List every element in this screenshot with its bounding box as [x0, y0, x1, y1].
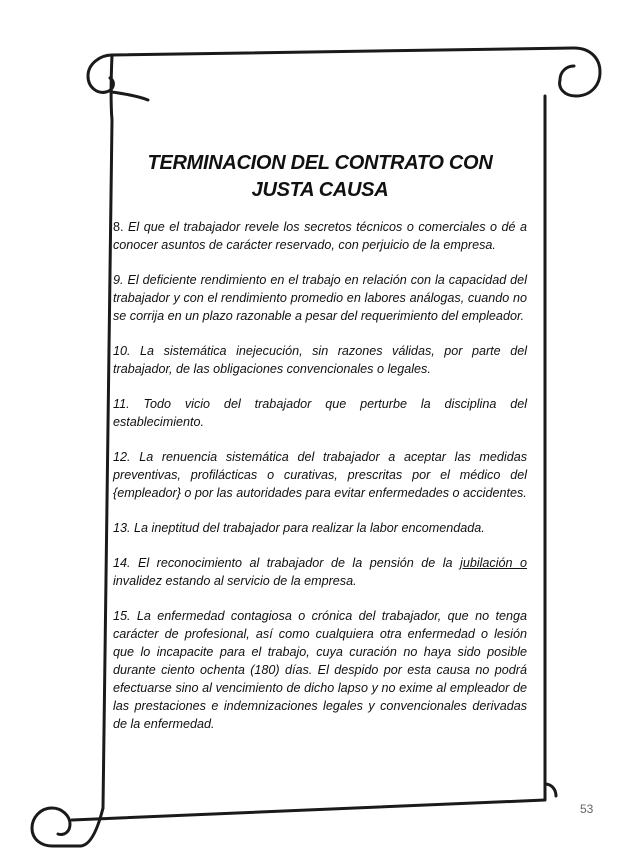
title-line-1: TERMINACION DEL CONTRATO CON: [147, 152, 493, 174]
scroll-bottom-inner: [52, 808, 70, 835]
clause-9: 9. El deficiente rendimiento en el trabajo en relación con la capacidad del trabajador y con el rendimiento promedio en labores análogas, cuando no se corrija en un plazo razonable a pesar del requerimiento del empleador.: [113, 273, 527, 323]
scroll-top-band: [112, 48, 600, 96]
scroll-bottom-roll: [80, 808, 103, 846]
clause-8: 8. El que el trabajador revele los secretos técnicos o comerciales o dé a conocer asuntos de carácter reservado, con perjuicio de la empresa.: [113, 220, 527, 252]
page-number: 53: [580, 802, 594, 816]
scroll-top-lower: [112, 92, 148, 100]
clause-13: 13. La ineptitud del trabajador para realizar la labor encomendada.: [113, 521, 485, 535]
clause-15: 15. La enfermedad contagiosa o crónica del trabajador, que no tenga carácter de profesional, así como cualquiera otra enfermedad o lesión que lo incapacite para el trabajo, cuya curación no haya sido posible durante ciento ochenta (180) días. El despido por esta causa no podrá efectuarse sino al vencimiento de dicho lapso y no exime al empleador de las prestaciones e indemnizaciones legales y convencionales derivadas de la enfermedad.: [113, 609, 527, 731]
scroll-bottom-edge: [72, 784, 545, 820]
scroll-left-edge: [103, 55, 112, 808]
title-line-2: JUSTA CAUSA: [251, 179, 389, 201]
clause-10: 10. La sistemática inejecución, sin razones válidas, por parte del trabajador, de las obligaciones convencionales o legales.: [113, 344, 527, 376]
document-body: [113, 150, 527, 750]
scroll-bottom-band: [32, 808, 80, 846]
page-title: [113, 150, 527, 204]
clause-14: 14. El reconocimiento al trabajador de la pensión de la jubilación o invalidez estando al servicio de la empresa.: [113, 556, 528, 588]
jubilacion-link[interactable]: jubilación o: [460, 556, 528, 570]
scroll-bottom-curl: [545, 784, 556, 796]
scroll-top-inner: [560, 66, 574, 80]
clause-11: 11. Todo vicio del trabajador que perturbe la disciplina del establecimiento.: [113, 397, 528, 429]
clause-12: 12. La renuencia sistemática del trabajador a aceptar las medidas preventivas, profilácticas o curativas, prescritas por el médico del {empleador} o por las autoridades para evitar enfermedades o accidentes.: [113, 450, 528, 500]
